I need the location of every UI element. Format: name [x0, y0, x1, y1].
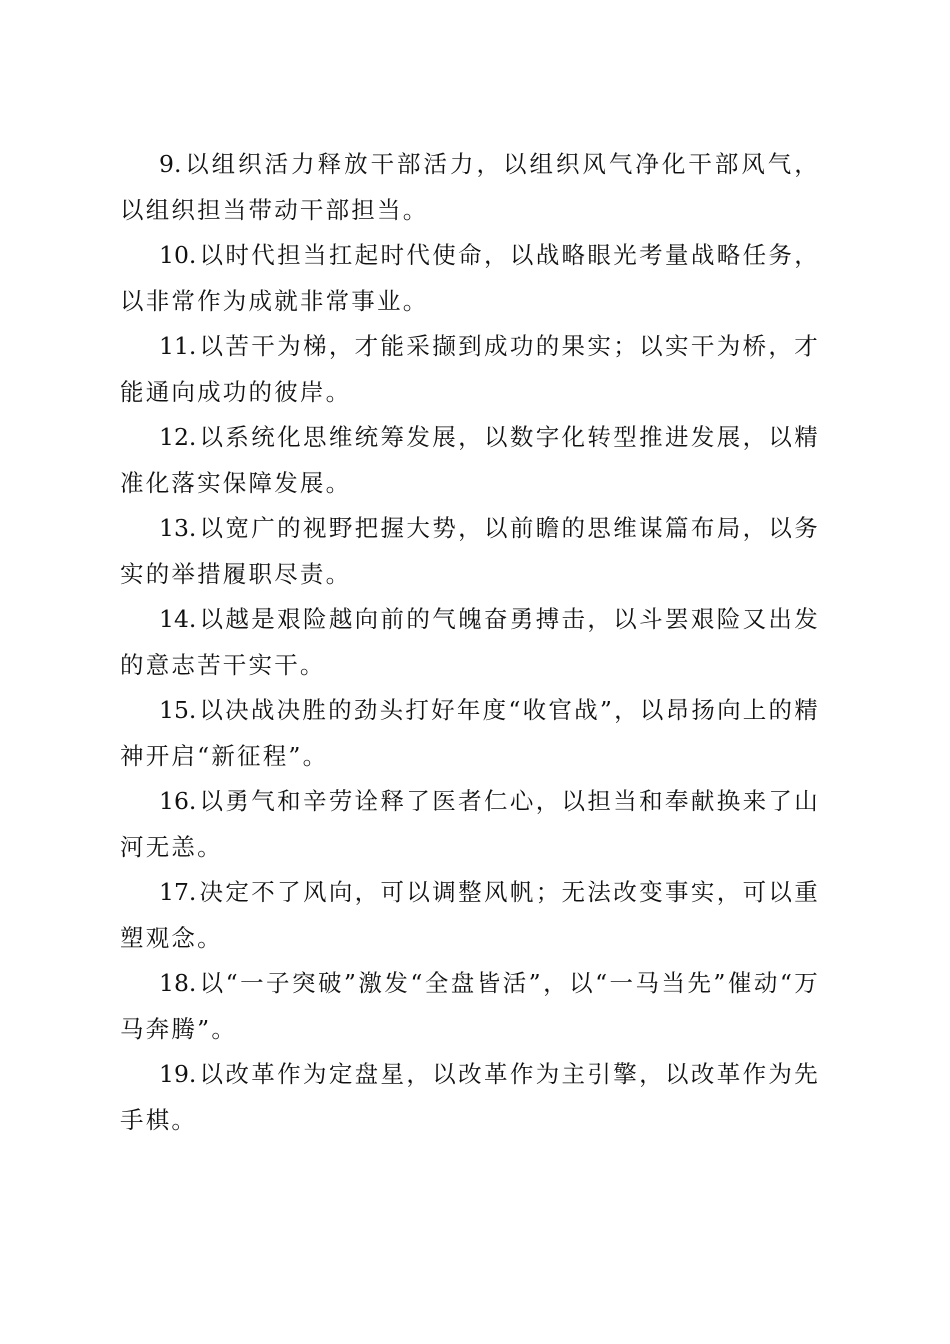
list-item	[120, 688, 820, 779]
item-text: 以改革作为定盘星，以改革作为主引擎，以改革作为先手棋。	[120, 1060, 820, 1134]
list-item	[120, 870, 820, 961]
item-number: 15.	[159, 696, 197, 724]
item-text: 以苦干为梯，才能采撷到成功的果实；以实干为桥，才能通向成功的彼岸。	[120, 332, 820, 406]
list-item	[120, 779, 820, 870]
item-text: 以勇气和辛劳诠释了医者仁心，以担当和奉献换来了山河无恙。	[120, 787, 820, 861]
list-item	[120, 506, 820, 597]
item-number: 10.	[159, 241, 197, 269]
item-text: 决定不了风向，可以调整风帆；无法改变事实，可以重塑观念。	[120, 878, 820, 952]
item-text: 以越是艰险越向前的气魄奋勇搏击，以斗罢艰险又出发的意志苦干实干。	[120, 605, 820, 679]
document-body	[120, 142, 820, 1143]
item-number: 16.	[159, 787, 197, 815]
item-number: 19.	[159, 1060, 197, 1088]
item-number: 18.	[159, 969, 197, 997]
list-item	[120, 415, 820, 506]
item-number: 12.	[159, 423, 197, 451]
list-item	[120, 597, 820, 688]
item-text: 以“一子突破”激发“全盘皆活”，以“一马当先”催动“万马奔腾”。	[120, 969, 820, 1043]
list-item	[120, 233, 820, 324]
item-number: 14.	[159, 605, 197, 633]
item-text: 以宽广的视野把握大势，以前瞻的思维谋篇布局，以务实的举措履职尽责。	[120, 514, 820, 588]
item-number: 17.	[159, 878, 197, 906]
list-item	[120, 961, 820, 1052]
item-number: 11.	[159, 332, 197, 360]
item-text: 以决战决胜的劲头打好年度“收官战”，以昂扬向上的精神开启“新征程”。	[120, 696, 820, 770]
item-number: 13.	[159, 514, 197, 542]
item-text: 以时代担当扛起时代使命，以战略眼光考量战略任务，以非常作为成就非常事业。	[120, 241, 820, 315]
item-number: 9.	[159, 150, 182, 178]
list-item	[120, 1052, 820, 1143]
list-item	[120, 142, 820, 233]
item-text: 以组织活力释放干部活力，以组织风气净化干部风气，以组织担当带动干部担当。	[120, 150, 820, 224]
list-item	[120, 324, 820, 415]
item-text: 以系统化思维统筹发展，以数字化转型推进发展，以精准化落实保障发展。	[120, 423, 820, 497]
